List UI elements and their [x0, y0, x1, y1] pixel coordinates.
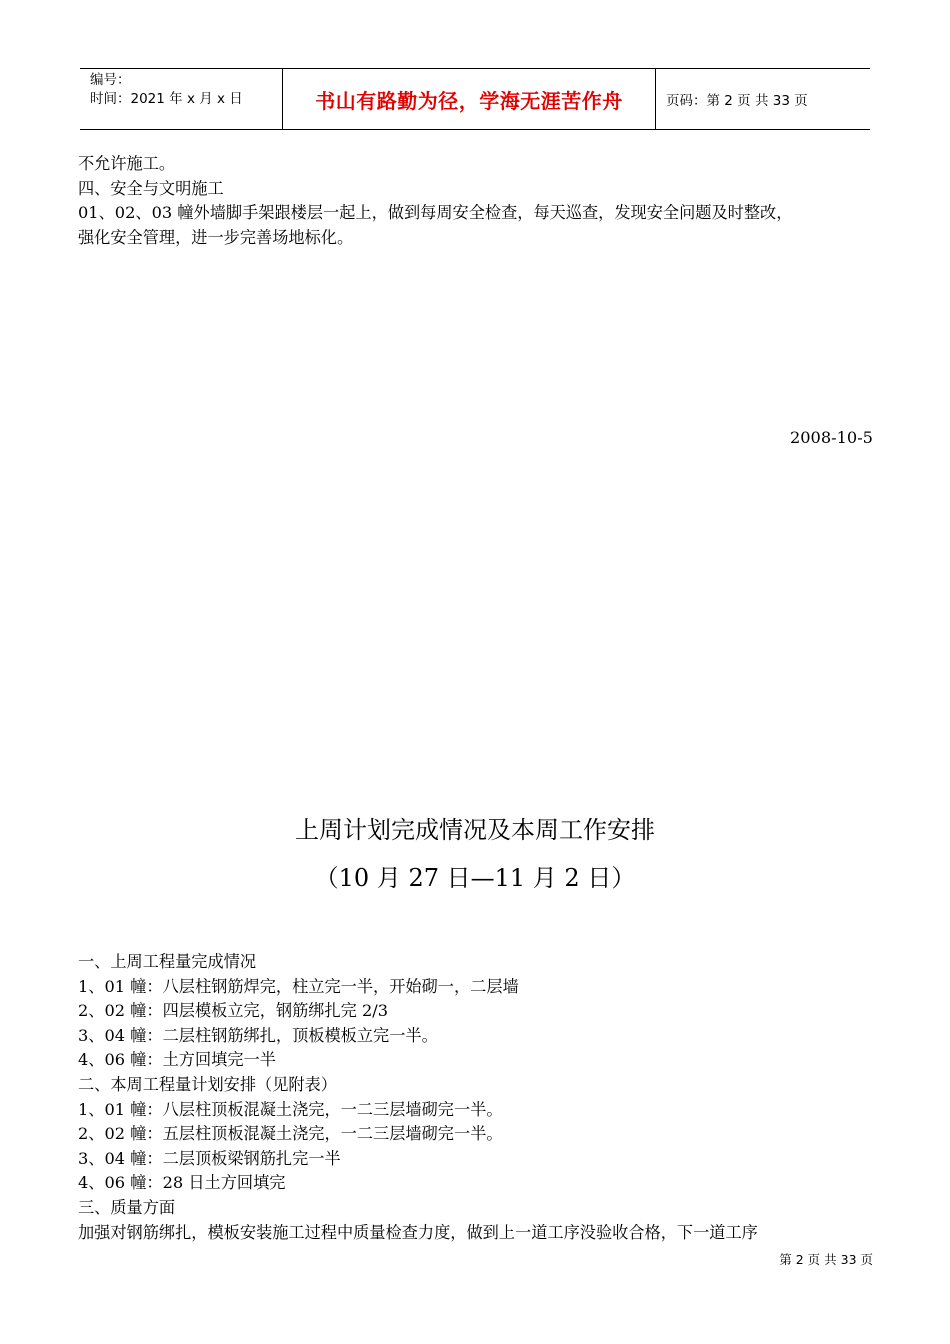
page-footer: 第 2 页 共 33 页	[779, 1252, 873, 1267]
section-heading: 二、本周工程量计划安排（见附表）	[78, 1074, 337, 1094]
top-section	[78, 152, 875, 250]
list-item: 1、01 幢：八层柱钢筋焊完，柱立完一半，开始砌一，二层墙	[78, 976, 519, 996]
list-item: 3、04 幢：二层顶板梁钢筋扎完一半	[78, 1148, 341, 1168]
header-page-info: 页码：第 2 页 共 33 页	[666, 93, 808, 109]
document-number-label: 编号：	[90, 72, 131, 88]
header-motto: 书山有路勤为径，学海无涯苦作舟	[282, 69, 656, 129]
document-time-label: 时间：2021 年 x 月 x 日	[90, 91, 243, 107]
list-item: 4、06 幢：28 日土方回填完	[78, 1173, 286, 1193]
paragraph-line: 加强对钢筋绑扎，模板安装施工过程中质量检查力度，做到上一道工序没验收合格，下一道工序	[78, 1222, 758, 1242]
list-item: 2、02 幢：四层模板立完，钢筋绑扎完 2/3	[78, 1001, 389, 1021]
page-header	[80, 68, 870, 130]
list-item: 4、06 幢：土方回填完一半	[78, 1050, 276, 1070]
section-heading: 三、质量方面	[78, 1197, 176, 1217]
paragraph-line: 01、02、03 幢外墙脚手架跟楼层一起上，做到每周安全检查，每天巡查，发现安全问题及时整改，	[78, 203, 793, 223]
list-item: 1、01 幢：八层柱顶板混凝土浇完，一二三层墙砌完一半。	[78, 1099, 503, 1119]
section-heading: 四、安全与文明施工	[78, 178, 224, 198]
list-item: 3、04 幢：二层柱钢筋绑扎，顶板模板立完一半。	[78, 1025, 438, 1045]
page-title: 上周计划完成情况及本周工作安排	[295, 816, 655, 844]
paragraph-line: 不允许施工。	[78, 154, 176, 173]
paragraph-line: 强化安全管理，进一步完善场地标化。	[78, 227, 354, 247]
bottom-section	[78, 950, 875, 1245]
document-date: 2008-10-5	[789, 428, 873, 447]
page-subtitle: （10 月 27 日—11 月 2 日）	[314, 864, 636, 892]
section-heading: 一、上周工程量完成情况	[78, 952, 257, 971]
header-meta	[80, 69, 282, 129]
list-item: 2、02 幢：五层柱顶板混凝土浇完，一二三层墙砌完一半。	[78, 1124, 503, 1144]
